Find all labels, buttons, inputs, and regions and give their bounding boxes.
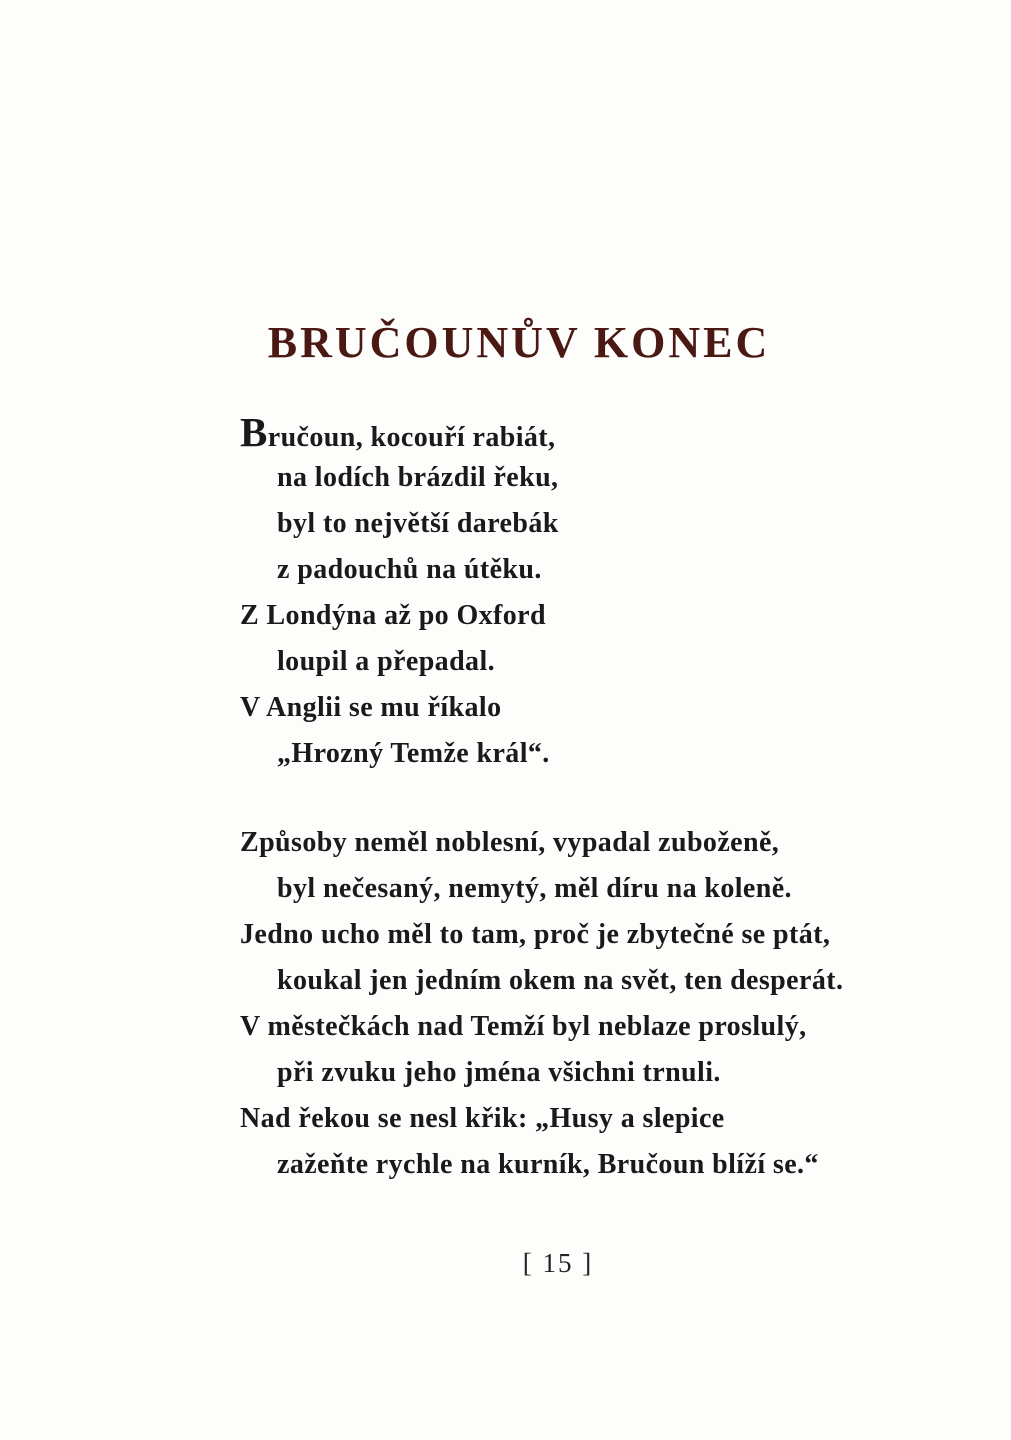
poem-line: Způsoby neměl noblesní, vypadal zuboženě, <box>240 827 780 858</box>
poem-line: na lodích brázdil řeku, <box>277 462 559 493</box>
poem-line: V Anglii se mu říkalo <box>240 692 502 723</box>
poem-line: Nad řekou se nesl křik: „Husy a slepice <box>240 1103 725 1134</box>
poem-line <box>240 409 940 455</box>
poem-line: Jedno ucho měl to tam, proč je zbytečné se ptát, <box>240 919 831 950</box>
page-number: [ 15 ] <box>522 1248 594 1278</box>
poem-line: koukal jen jedním okem na svět, ten desperát. <box>277 965 844 996</box>
poem-line: byl nečesaný, nemytý, měl díru na koleně. <box>277 873 792 904</box>
poem-line: byl to největší darebák <box>277 508 559 539</box>
poem-body <box>240 409 940 1188</box>
poem-line: loupil a přepadal. <box>277 646 496 677</box>
poem-title: BRUČOUNŮV KONEC <box>267 318 771 368</box>
poem-line: „Hrozný Temže král“. <box>277 738 550 769</box>
poem-stanza-2 <box>240 820 940 1188</box>
poem-line: zažeňte rychle na kurník, Bručoun blíží se.“ <box>277 1149 819 1180</box>
poem-line: z padouchů na útěku. <box>277 554 542 585</box>
poem-line: V městečkách nad Temží byl neblaze proslulý, <box>240 1011 807 1042</box>
poem-line: při zvuku jeho jména všichni trnuli. <box>277 1057 721 1088</box>
initial-capital: B <box>240 409 268 455</box>
poem-line-text: ručoun, kocouří rabiát, <box>267 422 556 453</box>
poem-line: Z Londýna až po Oxford <box>240 600 546 631</box>
poem-stanza-1 <box>240 409 940 777</box>
